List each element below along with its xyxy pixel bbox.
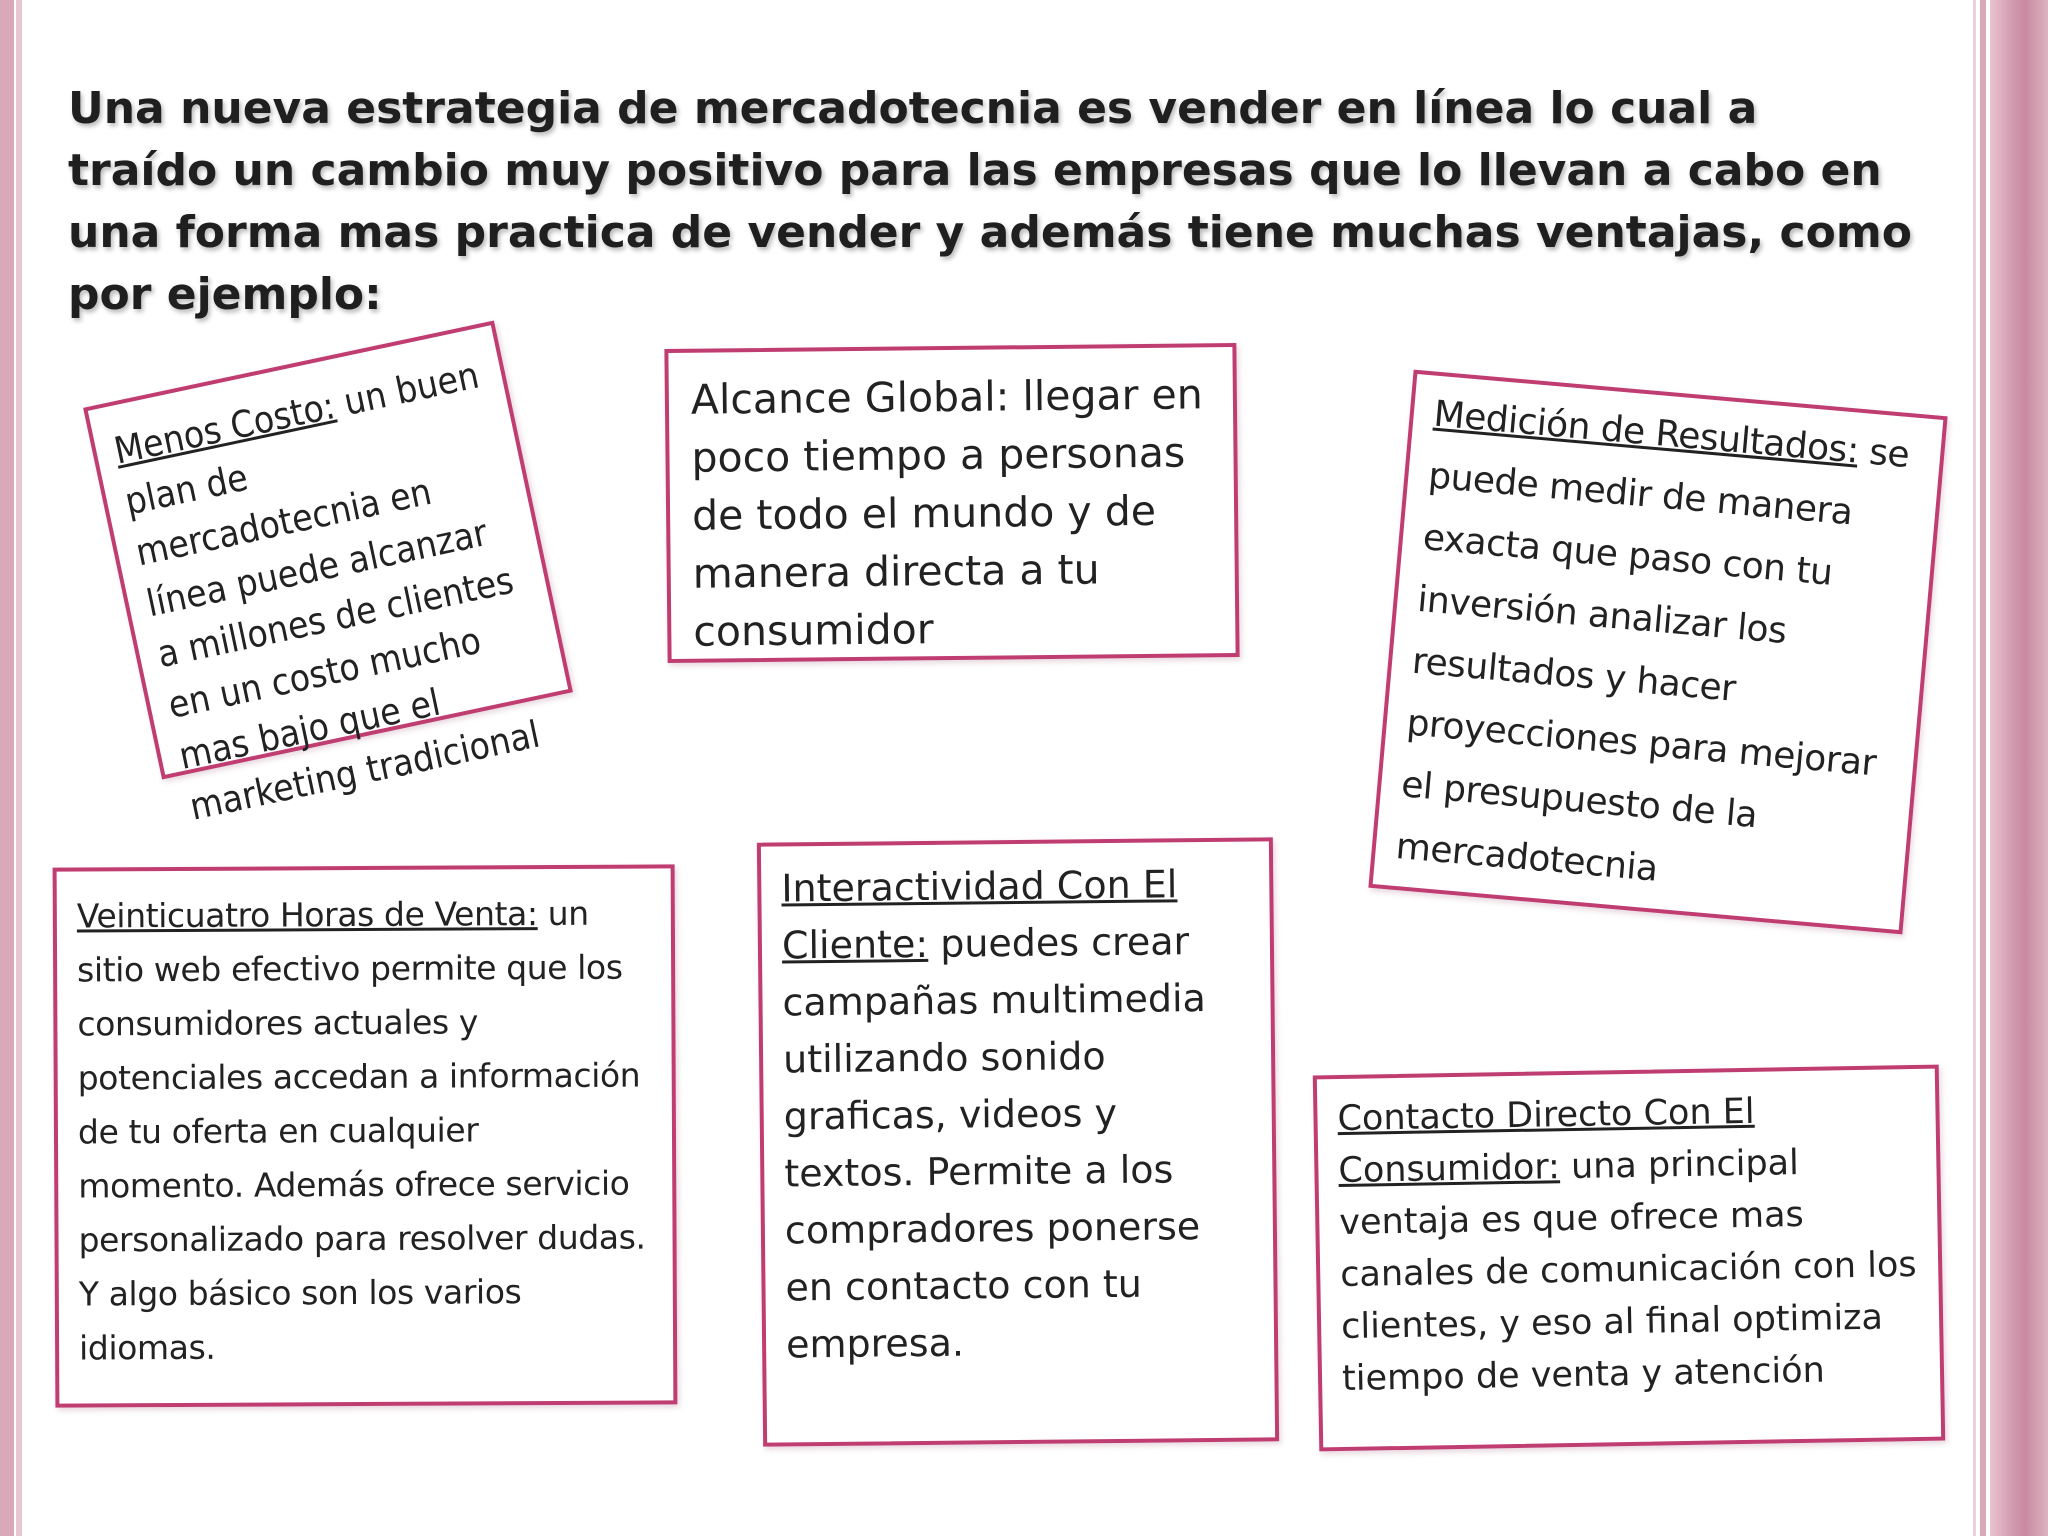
card-menos-costo bbox=[83, 320, 573, 829]
card-contacto-directo-title: Contacto Directo Con El Consumidor: bbox=[1337, 1091, 1755, 1192]
card-medicion-resultados bbox=[1368, 370, 1947, 935]
card-interactividad-title: Interactividad Con El Cliente: bbox=[781, 862, 1178, 968]
left-border-stripe bbox=[0, 0, 14, 1536]
card-contacto-directo-text: una principal ventaja es que ofrece mas canales de comunicación con los clientes, y eso al final optimiza tiempo de venta y atención bbox=[1338, 1143, 1917, 1400]
right-border-stripe-inner bbox=[1980, 0, 1986, 1536]
card-medicion-resultados-text: se puede medir de manera exacta que paso con tu inversión analizar los resultados y hacer proyecciones para mejorar el presupuesto de la mercadotecnia bbox=[1394, 430, 1911, 890]
card-interactividad-text: puedes crear campañas multimedia utilizando sonido graficas, videos y textos. Permite a los compradores ponerse en contacto con tu empresa. bbox=[782, 919, 1207, 1367]
card-alcance-global-title: Alcance Global: bbox=[690, 372, 1010, 424]
card-interactividad bbox=[757, 837, 1279, 1446]
right-border-line bbox=[1973, 0, 1976, 1536]
card-contacto-directo bbox=[1313, 1065, 1945, 1452]
card-veinticuatro-horas bbox=[53, 864, 678, 1407]
card-veinticuatro-horas-title: Veinticuatro Horas de Venta: bbox=[76, 894, 538, 936]
card-menos-costo-text: un buen plan de mercadotecnia en línea puede alcanzar a millones de clientes en un costo mucho mas bajo que el marketing tradicional bbox=[121, 353, 544, 829]
intro-paragraph: Una nueva estrategia de mercadotecnia es vender en línea lo cual a traído un cambio muy positivo para las empresas que lo llevan a cabo en una forma mas practica de vender y además tiene muchas ventajas, como por ejemplo: bbox=[68, 83, 1912, 320]
card-alcance-global bbox=[664, 343, 1239, 663]
card-medicion-resultados-title: Medición de Resultados: bbox=[1432, 393, 1861, 472]
left-border-stripe-inner bbox=[16, 0, 22, 1536]
right-border-stripe bbox=[1990, 0, 2048, 1536]
card-veinticuatro-horas-text: un sitio web efectivo permite que los consumidores actuales y potenciales accedan a información de tu oferta en cualquier momento. Además ofrece servicio personalizado para resolver dudas. Y algo básico son los varios idiomas. bbox=[77, 893, 646, 1368]
card-menos-costo-title: Menos Costo: bbox=[110, 384, 339, 473]
card-alcance-global-text: llegar en poco tiempo a personas de todo el mundo y de manera directa a tu consumidor bbox=[691, 370, 1203, 656]
